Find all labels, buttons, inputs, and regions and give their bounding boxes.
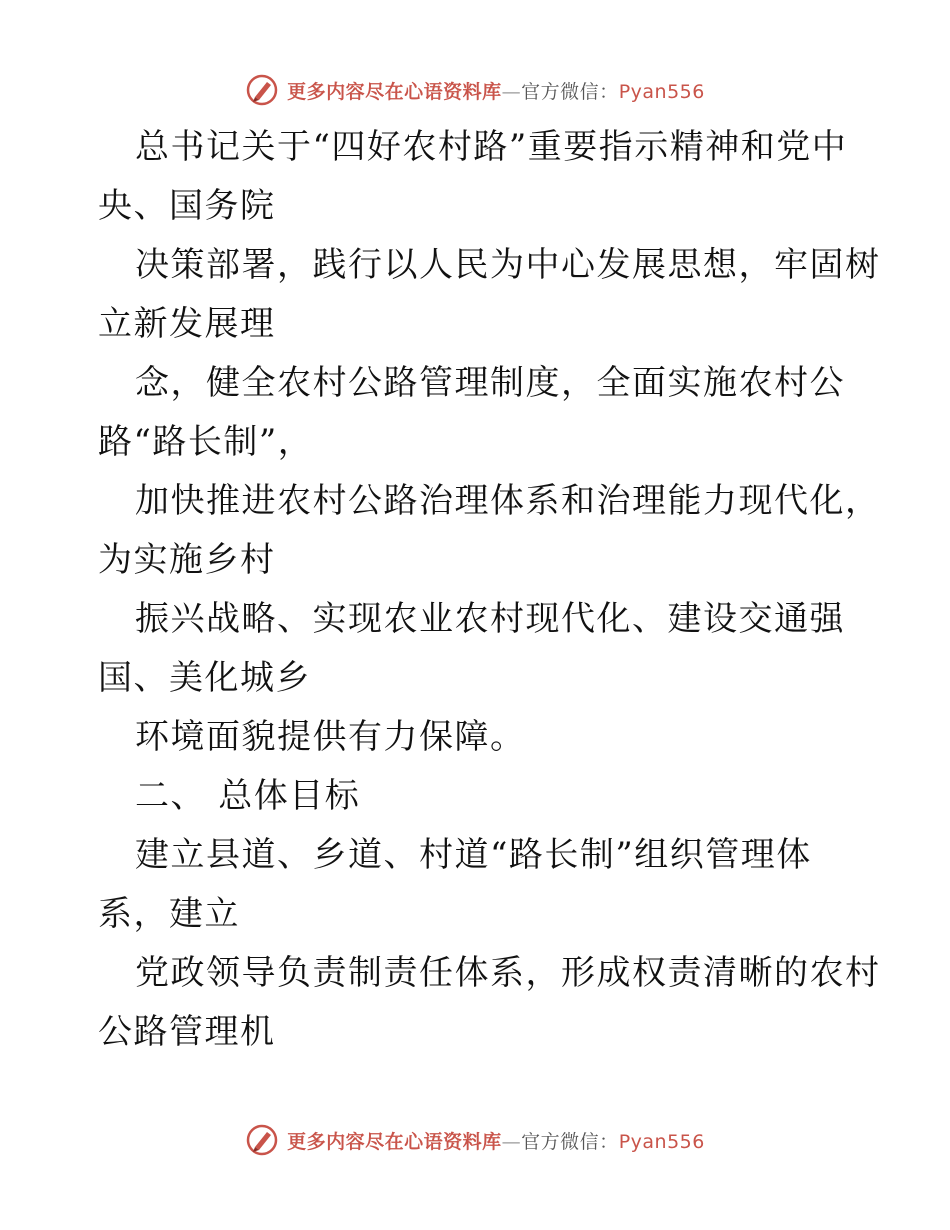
text-line: 为实施乡村	[98, 540, 276, 580]
text-line: 国、美化城乡	[98, 658, 311, 698]
pen-logo-icon	[245, 1123, 279, 1157]
text-line: 路“路长制”，	[98, 422, 314, 462]
watermark-text: 更多内容尽在心语资料库—官方微信：Pyan556	[287, 80, 705, 103]
text-line: 念，健全农村公路管理制度，全面实施农村公	[135, 363, 845, 403]
text-line: 振兴战略、实现农业农村现代化、建设交通强	[135, 599, 845, 639]
document-body	[98, 118, 881, 1062]
header-watermark	[0, 70, 950, 110]
text-line: 立新发展理	[98, 304, 276, 344]
text-line: 决策部署，践行以人民为中心发展思想，牢固树	[135, 245, 881, 285]
text-line: 加快推进农村公路治理体系和治理能力现代化，	[135, 481, 881, 521]
text-line: 党政领导负责制责任体系，形成权责清晰的农村	[135, 953, 881, 993]
text-line: 总书记关于“四好农村路”重要指示精神和党中	[135, 127, 848, 167]
text-line: 公路管理机	[98, 1012, 276, 1052]
section-heading: 二、 总体目标	[135, 776, 361, 816]
text-line: 环境面貌提供有力保障。	[135, 717, 526, 757]
footer-watermark	[0, 1120, 950, 1160]
text-line: 央、国务院	[98, 186, 276, 226]
pen-logo-icon	[245, 73, 279, 107]
text-line: 系，建立	[98, 894, 240, 934]
watermark-text: 更多内容尽在心语资料库—官方微信：Pyan556	[287, 1130, 705, 1153]
text-line: 建立县道、乡道、村道“路长制”组织管理体	[135, 835, 812, 875]
